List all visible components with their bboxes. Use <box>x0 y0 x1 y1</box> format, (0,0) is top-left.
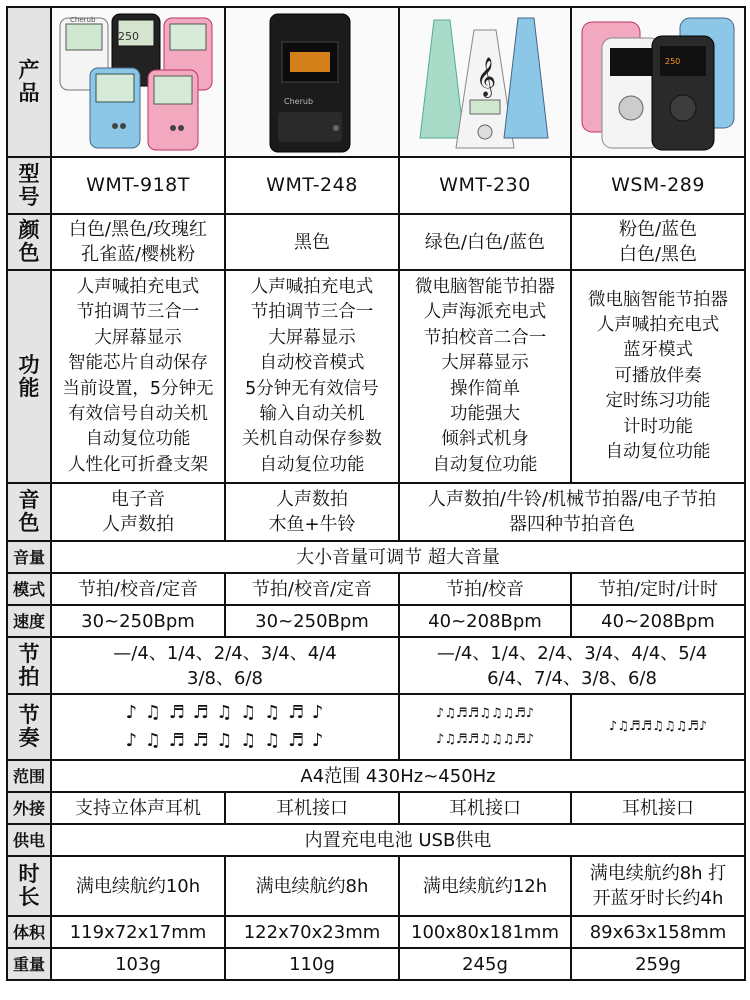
rhythm-notes: ♪♫♬♬♫♫♫♬♪ <box>608 719 708 734</box>
label-external: 外接 <box>7 792 51 824</box>
label-beat: 节 拍 <box>7 637 51 694</box>
weight-cell: 259g <box>571 948 745 980</box>
model-cell: WMT-918T <box>51 157 225 214</box>
row-mode <box>7 573 745 605</box>
duration-cell: 满电续航约8h <box>225 856 399 916</box>
row-size <box>7 916 745 948</box>
spec-table <box>6 6 746 981</box>
rhythm-notes: ♪ ♫ ♬ ♬ ♫ ♫ ♫ ♬ ♪ <box>125 702 325 723</box>
range-cell: A4范围 430Hz~450Hz <box>51 760 745 792</box>
display-readout: 250 <box>665 57 681 66</box>
label-model: 型 号 <box>7 157 51 214</box>
color-cell: 绿色/白色/蓝色 <box>399 214 571 270</box>
duration-cell: 满电续航约8h 打 开蓝牙时长约4h <box>571 856 745 916</box>
mode-cell: 节拍/校音 <box>399 573 571 605</box>
row-function <box>7 270 745 483</box>
color-cell: 黑色 <box>225 214 399 270</box>
label-speed: 速度 <box>7 605 51 637</box>
label-range: 范围 <box>7 760 51 792</box>
model-cell: WMT-248 <box>225 157 399 214</box>
color-cell: 粉色/蓝色 白色/黑色 <box>571 214 745 270</box>
brand-logo-2: Cherub <box>284 97 314 106</box>
row-range <box>7 760 745 792</box>
treble-clef-icon: 𝄞 <box>476 57 497 97</box>
row-rhythm <box>7 694 745 760</box>
rhythm-cell <box>51 694 399 760</box>
function-cell: 微电脑智能节拍器 人声海派充电式 节拍校音二合一 大屏幕显示 操作简单 功能强大 倾斜式机身 自动复位功能 <box>399 270 571 483</box>
row-external <box>7 792 745 824</box>
row-duration <box>7 856 745 916</box>
model-cell: WMT-230 <box>399 157 571 214</box>
tone-cell: 电子音 人声数拍 <box>51 483 225 541</box>
function-cell: 人声喊拍充电式 节拍调节三合一 大屏幕显示 自动校音模式 5分钟无有效信号 输入自动关机 关机自动保存参数 自动复位功能 <box>225 270 399 483</box>
row-color <box>7 214 745 270</box>
size-cell: 119x72x17mm <box>51 916 225 948</box>
row-power <box>7 824 745 856</box>
display-bpm: 250 <box>118 30 139 43</box>
label-duration: 时 长 <box>7 856 51 916</box>
label-rhythm: 节 奏 <box>7 694 51 760</box>
tone-cell: 人声数拍/牛铃/机械节拍器/电子节拍 器四种节拍音色 <box>399 483 745 541</box>
external-cell: 支持立体声耳机 <box>51 792 225 824</box>
function-cell: 人声喊拍充电式 节拍调节三合一 大屏幕显示 智能芯片自动保存 当前设置，5分钟无 有效信号自动关机 自动复位功能 人性化可折叠支架 <box>51 270 225 483</box>
product-image-wmt248 <box>225 7 399 157</box>
volume-cell: 大小音量可调节 超大音量 <box>51 541 745 573</box>
row-tone <box>7 483 745 541</box>
label-size: 体积 <box>7 916 51 948</box>
model-cell: WSM-289 <box>571 157 745 214</box>
label-mode: 模式 <box>7 573 51 605</box>
external-cell: 耳机接口 <box>399 792 571 824</box>
row-weight <box>7 948 745 980</box>
label-power: 供电 <box>7 824 51 856</box>
row-beat <box>7 637 745 694</box>
mode-cell: 节拍/校音/定音 <box>51 573 225 605</box>
rhythm-cell <box>571 694 745 760</box>
function-cell: 微电脑智能节拍器 人声喊拍充电式 蓝牙模式 可播放伴奏 定时练习功能 计时功能 自动复位功能 <box>571 270 745 483</box>
speed-cell: 40~208Bpm <box>399 605 571 637</box>
weight-cell: 110g <box>225 948 399 980</box>
label-product: 产 品 <box>7 7 51 157</box>
rhythm-notes: ♪♫♬♬♫♫♫♬♪ <box>435 732 535 747</box>
size-cell: 89x63x158mm <box>571 916 745 948</box>
size-cell: 100x80x181mm <box>399 916 571 948</box>
weight-cell: 103g <box>51 948 225 980</box>
color-cell: 白色/黑色/玫瑰红 孔雀蓝/樱桃粉 <box>51 214 225 270</box>
beat-cell: —/4、1/4、2/4、3/4、4/4、5/4 6/4、7/4、3/8、6/8 <box>399 637 745 694</box>
row-product <box>7 7 745 157</box>
size-cell: 122x70x23mm <box>225 916 399 948</box>
label-color: 颜 色 <box>7 214 51 270</box>
label-volume: 音量 <box>7 541 51 573</box>
speed-cell: 40~208Bpm <box>571 605 745 637</box>
row-volume <box>7 541 745 573</box>
weight-cell: 245g <box>399 948 571 980</box>
rhythm-notes: ♪ ♫ ♬ ♬ ♫ ♫ ♫ ♬ ♪ <box>125 730 325 751</box>
label-tone: 音 色 <box>7 483 51 541</box>
mode-cell: 节拍/定时/计时 <box>571 573 745 605</box>
rhythm-cell <box>399 694 571 760</box>
row-model <box>7 157 745 214</box>
tone-cell: 人声数拍 木鱼+牛铃 <box>225 483 399 541</box>
product-image-wmt230 <box>399 7 571 157</box>
power-cell: 内置充电电池 USB供电 <box>51 824 745 856</box>
external-cell: 耳机接口 <box>571 792 745 824</box>
duration-cell: 满电续航约12h <box>399 856 571 916</box>
product-image-wmt918t <box>51 7 225 157</box>
speed-cell: 30~250Bpm <box>225 605 399 637</box>
row-speed <box>7 605 745 637</box>
speed-cell: 30~250Bpm <box>51 605 225 637</box>
product-image-wsm289 <box>571 7 745 157</box>
external-cell: 耳机接口 <box>225 792 399 824</box>
rhythm-notes: ♪♫♬♬♫♫♫♬♪ <box>435 706 535 721</box>
duration-cell: 满电续航约10h <box>51 856 225 916</box>
label-weight: 重量 <box>7 948 51 980</box>
brand-logo-1: Cherub <box>70 16 96 24</box>
label-function: 功 能 <box>7 270 51 483</box>
mode-cell: 节拍/校音/定音 <box>225 573 399 605</box>
beat-cell: —/4、1/4、2/4、3/4、4/4 3/8、6/8 <box>51 637 399 694</box>
